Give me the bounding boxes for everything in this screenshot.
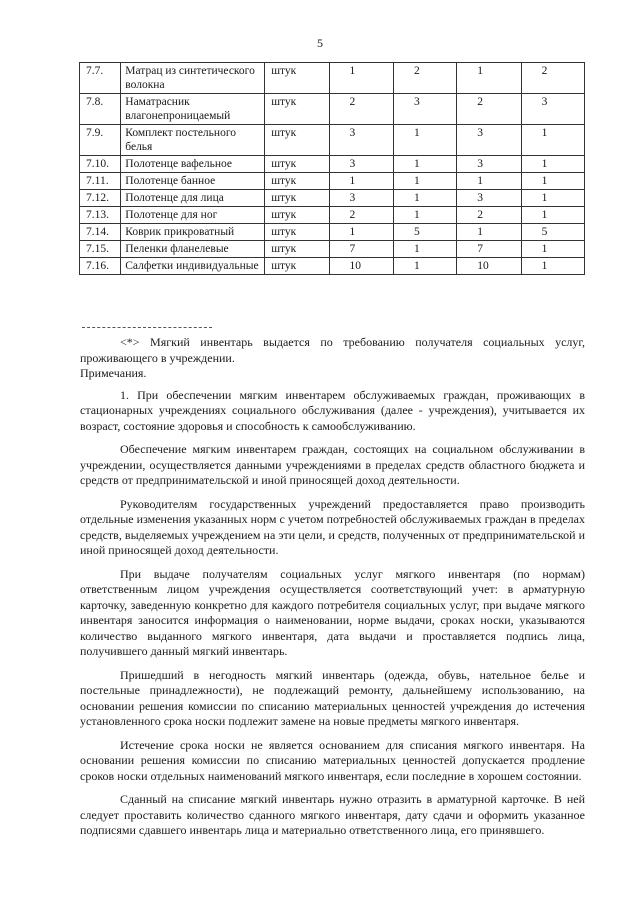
cell-num: 7.12.	[80, 190, 121, 207]
cell-v2: 1	[393, 156, 456, 173]
notes-heading: Примечания.	[80, 366, 147, 380]
inventory-table	[79, 62, 585, 275]
cell-v3: 1	[457, 63, 521, 94]
cell-unit: штук	[265, 241, 329, 258]
cell-unit: штук	[265, 207, 329, 224]
cell-v4: 3	[521, 94, 584, 125]
cell-v2: 3	[393, 94, 456, 125]
cell-v1: 2	[329, 207, 393, 224]
cell-v1: 3	[329, 125, 393, 156]
table-row	[80, 63, 585, 94]
paragraph: Руководителям государственных учреждений предоставляется право производить отдельные изменения указанных норм с учетом потребностей обслуживаемых граждан в пределах средств, выделяемых учреждением на эти цели, и средств, полученных от предпринимательской и иной приносящей доход деятельности.	[80, 496, 585, 557]
cell-num: 7.9.	[80, 125, 121, 156]
cell-v1: 7	[329, 241, 393, 258]
cell-v3: 10	[457, 258, 521, 275]
cell-num: 7.14.	[80, 224, 121, 241]
cell-v3: 1	[457, 224, 521, 241]
cell-v3: 7	[457, 241, 521, 258]
cell-v1: 3	[329, 190, 393, 207]
cell-v1: 1	[329, 224, 393, 241]
cell-v2: 1	[393, 125, 456, 156]
cell-v2: 2	[393, 63, 456, 94]
cell-num: 7.15.	[80, 241, 121, 258]
cell-num: 7.7.	[80, 63, 121, 94]
table-row	[80, 190, 585, 207]
table-row	[80, 224, 585, 241]
cell-unit: штук	[265, 173, 329, 190]
footnote: <*> Мягкий инвентарь выдается по требованию получателя социальных услуг, проживающего в учреждении.	[80, 335, 585, 365]
cell-unit: штук	[265, 258, 329, 275]
cell-unit: штук	[265, 190, 329, 207]
cell-v3: 3	[457, 125, 521, 156]
paragraph: 1. При обеспечении мягким инвентарем обслуживаемых граждан, проживающих в стационарных учреждениях социального обслуживания (далее - учреждения), учитывается их возраст, состояние здоровья и способность к самообслуживанию.	[80, 387, 585, 433]
table-row	[80, 241, 585, 258]
cell-name: Полотенце банное	[121, 173, 265, 190]
cell-v2: 1	[393, 241, 456, 258]
cell-num: 7.10.	[80, 156, 121, 173]
cell-unit: штук	[265, 94, 329, 125]
cell-v3: 3	[457, 156, 521, 173]
paragraph: При выдаче получателям социальных услуг мягкого инвентаря (по нормам) ответственным лицом учреждения осуществляется соответствующий учет: в арматурную карточку, заведенную конкретно для каждого потребителя социальных услуг, при выдаче мягкого инвентаря заносится информация о наименовании, норме выдачи, сроках носки, указываются количество выданного мягкого инвентаря, дата выдачи и проставляется подпись лица, получившего данный мягкий инвентарь.	[80, 566, 585, 658]
cell-v4: 1	[521, 258, 584, 275]
paragraph: Истечение срока носки не является основанием для списания мягкого инвентаря. На основании решения комиссии по списанию материальных ценностей допускается продление сроков носки отдельных наименований мягкого инвентаря, если последние в хорошем состоянии.	[80, 737, 585, 783]
page-number: 5	[317, 36, 323, 50]
cell-v1: 2	[329, 94, 393, 125]
cell-v4: 1	[521, 156, 584, 173]
cell-name: Наматрасник влагонепроницаемый	[121, 94, 265, 125]
table-row	[80, 258, 585, 275]
cell-v3: 3	[457, 190, 521, 207]
table-row	[80, 173, 585, 190]
notes-block	[80, 335, 585, 839]
cell-name: Коврик прикроватный	[121, 224, 265, 241]
cell-v4: 1	[521, 207, 584, 224]
cell-v1: 1	[329, 173, 393, 190]
cell-name: Комплект постельного белья	[121, 125, 265, 156]
cell-v2: 1	[393, 173, 456, 190]
cell-v3: 2	[457, 207, 521, 224]
cell-unit: штук	[265, 156, 329, 173]
cell-v1: 10	[329, 258, 393, 275]
cell-v4: 1	[521, 125, 584, 156]
cell-v4: 1	[521, 173, 584, 190]
cell-num: 7.11.	[80, 173, 121, 190]
cell-num: 7.13.	[80, 207, 121, 224]
cell-v1: 1	[329, 63, 393, 94]
cell-v4: 2	[521, 63, 584, 94]
paragraph: Пришедший в негодность мягкий инвентарь (одежда, обувь, нательное белье и постельные принадлежности), не подлежащий ремонту, дальнейшему использованию, на основании решения комиссии по списанию материальных ценностей учреждения до истечения установленного срока носки подлежит замене на новые предметы мягкого инвентаря.	[80, 667, 585, 728]
table-row	[80, 207, 585, 224]
cell-unit: штук	[265, 125, 329, 156]
paragraph: Сданный на списание мягкий инвентарь нужно отразить в арматурной карточке. В ней следует проставить количество сданного мягкого инвентаря, дату сдачи и оформить указанное подписями сдавшего инвентарь лица и материально ответственного лица, его принявшего.	[80, 792, 585, 837]
table-row	[80, 156, 585, 173]
footnote-separator	[82, 327, 212, 328]
cell-num: 7.16.	[80, 258, 121, 275]
cell-v2: 5	[393, 224, 456, 241]
cell-name: Полотенце для ног	[121, 207, 265, 224]
cell-v4: 5	[521, 224, 584, 241]
cell-num: 7.8.	[80, 94, 121, 125]
cell-unit: штук	[265, 63, 329, 94]
cell-v4: 1	[521, 190, 584, 207]
cell-name: Салфетки индивидуальные	[121, 258, 265, 275]
table-row	[80, 94, 585, 125]
cell-name: Матрац из синтетического волокна	[121, 63, 265, 94]
cell-v3: 2	[457, 94, 521, 125]
cell-v2: 1	[393, 190, 456, 207]
cell-name: Полотенце для лица	[121, 190, 265, 207]
cell-name: Полотенце вафельное	[121, 156, 265, 173]
cell-v1: 3	[329, 156, 393, 173]
cell-v2: 1	[393, 258, 456, 275]
table-row	[80, 125, 585, 156]
cell-unit: штук	[265, 224, 329, 241]
paragraph: Обеспечение мягким инвентарем граждан, состоящих на социальном обслуживании в учреждении, осуществляется данными учреждениями в пределах средств областного бюджета и средств от предпринимательской и иной приносящей доход деятельности.	[80, 442, 585, 487]
cell-name: Пеленки фланелевые	[121, 241, 265, 258]
cell-v4: 1	[521, 241, 584, 258]
cell-v3: 1	[457, 173, 521, 190]
cell-v2: 1	[393, 207, 456, 224]
